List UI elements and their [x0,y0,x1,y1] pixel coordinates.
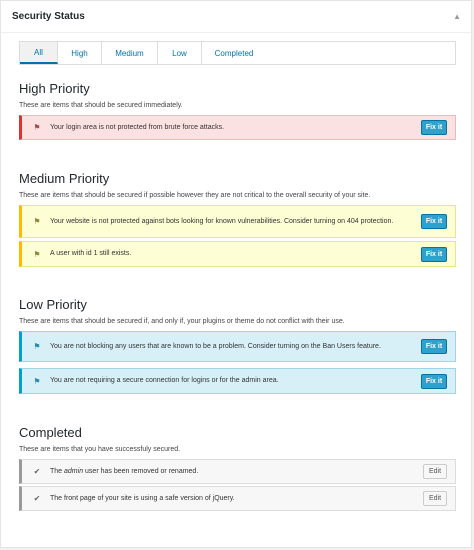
checkmark-icon: ✔ [33,467,41,476]
section-title: Completed [19,425,82,440]
tab-high[interactable]: High [58,42,102,64]
alert-item [19,241,456,267]
alert-item [19,205,456,238]
alert-message: A user with id 1 still exists. [50,250,132,257]
low-priority-section [19,297,456,386]
alert-message: Your website is not protected against bots looking for known vulnerabilities. Consider turning on 404 protection. [50,217,394,225]
widget-title: Security Status [12,11,85,22]
fix-it-button[interactable]: Fix it [421,374,447,389]
tab-medium[interactable]: Medium [102,42,158,64]
flag-icon: ⚑ [33,342,41,351]
checkmark-icon: ✔ [33,494,41,503]
completed-item [19,486,456,511]
alert-item [19,368,456,394]
fix-it-button[interactable]: Fix it [421,247,447,262]
section-description: These are items that you have successfuly secured. [19,446,181,453]
fix-it-button[interactable]: Fix it [421,120,447,135]
section-title: Medium Priority [19,171,110,186]
admin-emphasis: admin [64,467,84,475]
tab-low[interactable]: Low [158,42,202,64]
section-title: Low Priority [19,297,87,312]
fix-it-button[interactable]: Fix it [421,339,447,354]
widget-header[interactable] [1,1,471,33]
section-title: High Priority [19,81,90,96]
priority-tabs [19,41,456,65]
flag-icon: ⚑ [33,123,41,132]
edit-button[interactable]: Edit [423,464,447,479]
completed-message: The admin user has been removed or renamed. [50,467,199,475]
completed-message: The front page of your site is using a safe version of jQuery. [50,494,235,502]
edit-button[interactable]: Edit [423,491,447,506]
alert-message: You are not blocking any users that are known to be a problem. Consider turning on the Ban Users feature. [50,342,381,350]
tab-completed[interactable]: Completed [214,48,254,58]
completed-item [19,459,456,484]
medium-priority-section [19,171,456,259]
flag-icon: ⚑ [33,217,41,226]
alert-message: You are not requiring a secure connection for logins or for the admin area. [50,377,279,384]
fix-it-button[interactable]: Fix it [421,214,447,229]
flag-icon: ⚑ [33,376,41,386]
section-description: These are items that should be secured if possible however they are not critical to the overall security of your site. [19,192,371,199]
collapse-toggle-icon[interactable]: ▲ [453,12,461,21]
alert-item [19,115,456,140]
section-description: These are items that should be secured if, and only if, your plugins or theme do not conflict with their use. [19,318,345,325]
tab-all[interactable]: All [20,42,58,64]
alert-item [19,331,456,362]
alert-message: Your login area is not protected from brute force attacks. [50,123,225,131]
completed-section [19,425,456,503]
section-description: These are items that should be secured immediately. [19,102,183,109]
high-priority-section [19,81,456,132]
flag-icon: ⚑ [33,249,41,259]
